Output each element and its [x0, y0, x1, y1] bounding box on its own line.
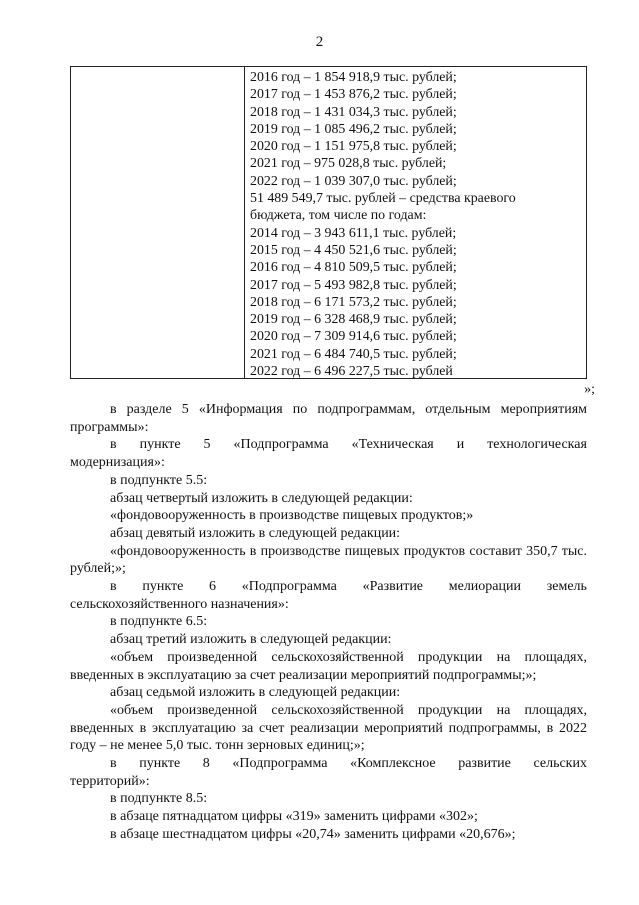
- word: в: [110, 579, 117, 595]
- word: в: [110, 437, 117, 453]
- word: «Подпрограмма: [241, 579, 337, 595]
- table-line: 2020 год – 7 309 914,6 тыс. рублей;: [250, 329, 457, 345]
- paragraph: «объем произведенной сельскохозяйственной продукции на площадях, введенных в эксплуатацию за счет реализации мероприятий подпрограммы, в 2022 году – не менее 5,0 тыс. тонн зерновых единиц;»;: [70, 702, 587, 754]
- word: сельских: [533, 756, 587, 772]
- page-number: 2: [315, 34, 324, 50]
- word: развитие: [458, 756, 511, 772]
- word: и: [456, 437, 465, 453]
- paragraph-justified: [70, 755, 587, 773]
- table-line: 2014 год – 3 943 611,1 тыс. рублей;: [250, 225, 457, 241]
- paragraph: абзац четвертый изложить в следующей редакции:: [110, 490, 413, 506]
- word: 5: [203, 437, 211, 453]
- paragraph: в подпункте 6.5:: [110, 614, 208, 630]
- table-line: 2016 год – 1 854 918,9 тыс. рублей;: [250, 70, 457, 85]
- paragraph: в подпункте 8.5:: [110, 791, 208, 807]
- word: земель: [546, 579, 587, 595]
- table-line: 2022 год – 6 496 227,5 тыс. рублей: [250, 364, 453, 380]
- paragraph-justified: [70, 436, 587, 454]
- paragraph: в подпункте 5.5:: [110, 472, 208, 488]
- document-body: [70, 401, 587, 844]
- word: пункте: [142, 579, 184, 595]
- word: «Техническая: [351, 437, 434, 453]
- paragraph-continuation: сельскохозяйственного назначения»:: [70, 596, 289, 612]
- word: «Подпрограмма: [233, 437, 329, 453]
- word: пункте: [139, 437, 181, 453]
- paragraph: «объем произведенной сельскохозяйственной продукции на площадях, введенных в эксплуатацию за счет реализации мероприятий подпрограммы;»;: [70, 649, 587, 683]
- table-line: 2019 год – 6 328 468,9 тыс. рублей;: [250, 312, 457, 328]
- word: 6: [209, 579, 216, 595]
- table-line: 2017 год – 1 453 876,2 тыс. рублей;: [250, 87, 457, 103]
- word: «Развитие: [362, 579, 424, 595]
- table-line: 2018 год – 6 171 573,2 тыс. рублей;: [250, 294, 457, 310]
- paragraph-continuation: территорий»:: [70, 773, 150, 789]
- word: «Подпрограмма: [232, 756, 328, 772]
- closing-quote: »;: [584, 382, 595, 397]
- paragraph: в абзаце шестнадцатом цифры «20,74» заменить цифрами «20,676»;: [110, 826, 516, 842]
- word: пункте: [139, 756, 181, 772]
- word: мелиорации: [448, 579, 521, 595]
- table-line: 2021 год – 975 028,8 тыс. рублей;: [250, 156, 447, 172]
- table-line: 2017 год – 5 493 982,8 тыс. рублей;: [250, 277, 457, 293]
- paragraph-continuation: модернизация»:: [70, 455, 165, 471]
- table-right-cell: [245, 67, 516, 378]
- funding-table: [70, 66, 587, 379]
- table-line: 2020 год – 1 151 975,8 тыс. рублей;: [250, 139, 457, 155]
- paragraph: «фондовооруженность в производстве пищевых продуктов составит 350,7 тыс. рублей;»;: [70, 543, 587, 577]
- table-line: 2018 год – 1 431 034,3 тыс. рублей;: [250, 104, 457, 120]
- table-left-cell: [71, 67, 245, 378]
- paragraph: абзац седьмой изложить в следующей редакции:: [110, 685, 401, 701]
- word: в: [110, 756, 117, 772]
- table-line: 2021 год – 6 484 740,5 тыс. рублей;: [250, 346, 457, 362]
- table-line: бюджета, том числе по годам:: [250, 208, 427, 224]
- table-line: 2019 год – 1 085 496,2 тыс. рублей;: [250, 121, 457, 137]
- table-line: 2015 год – 4 450 521,6 тыс. рублей;: [250, 242, 457, 258]
- paragraph: в абзаце пятнадцатом цифры «319» заменить цифрами «302»;: [110, 809, 478, 825]
- table-line: 2016 год – 4 810 509,5 тыс. рублей;: [250, 260, 457, 276]
- table-line: 2022 год – 1 039 307,0 тыс. рублей;: [250, 173, 457, 189]
- word: «Комплексное: [350, 756, 436, 772]
- paragraph: в разделе 5 «Информация по подпрограммам, отдельным мероприятиям программы»:: [70, 402, 587, 435]
- paragraph-justified: [70, 578, 587, 596]
- paragraph: абзац третий изложить в следующей редакции:: [110, 632, 392, 648]
- paragraph: «фондовооруженность в производстве пищевых продуктов;»: [110, 508, 474, 524]
- paragraph: абзац девятый изложить в следующей редакции:: [110, 525, 401, 541]
- word: 8: [202, 756, 210, 772]
- word: технологическая: [487, 437, 587, 453]
- table-line: 51 489 549,7 тыс. рублей – средства краевого: [250, 191, 516, 207]
